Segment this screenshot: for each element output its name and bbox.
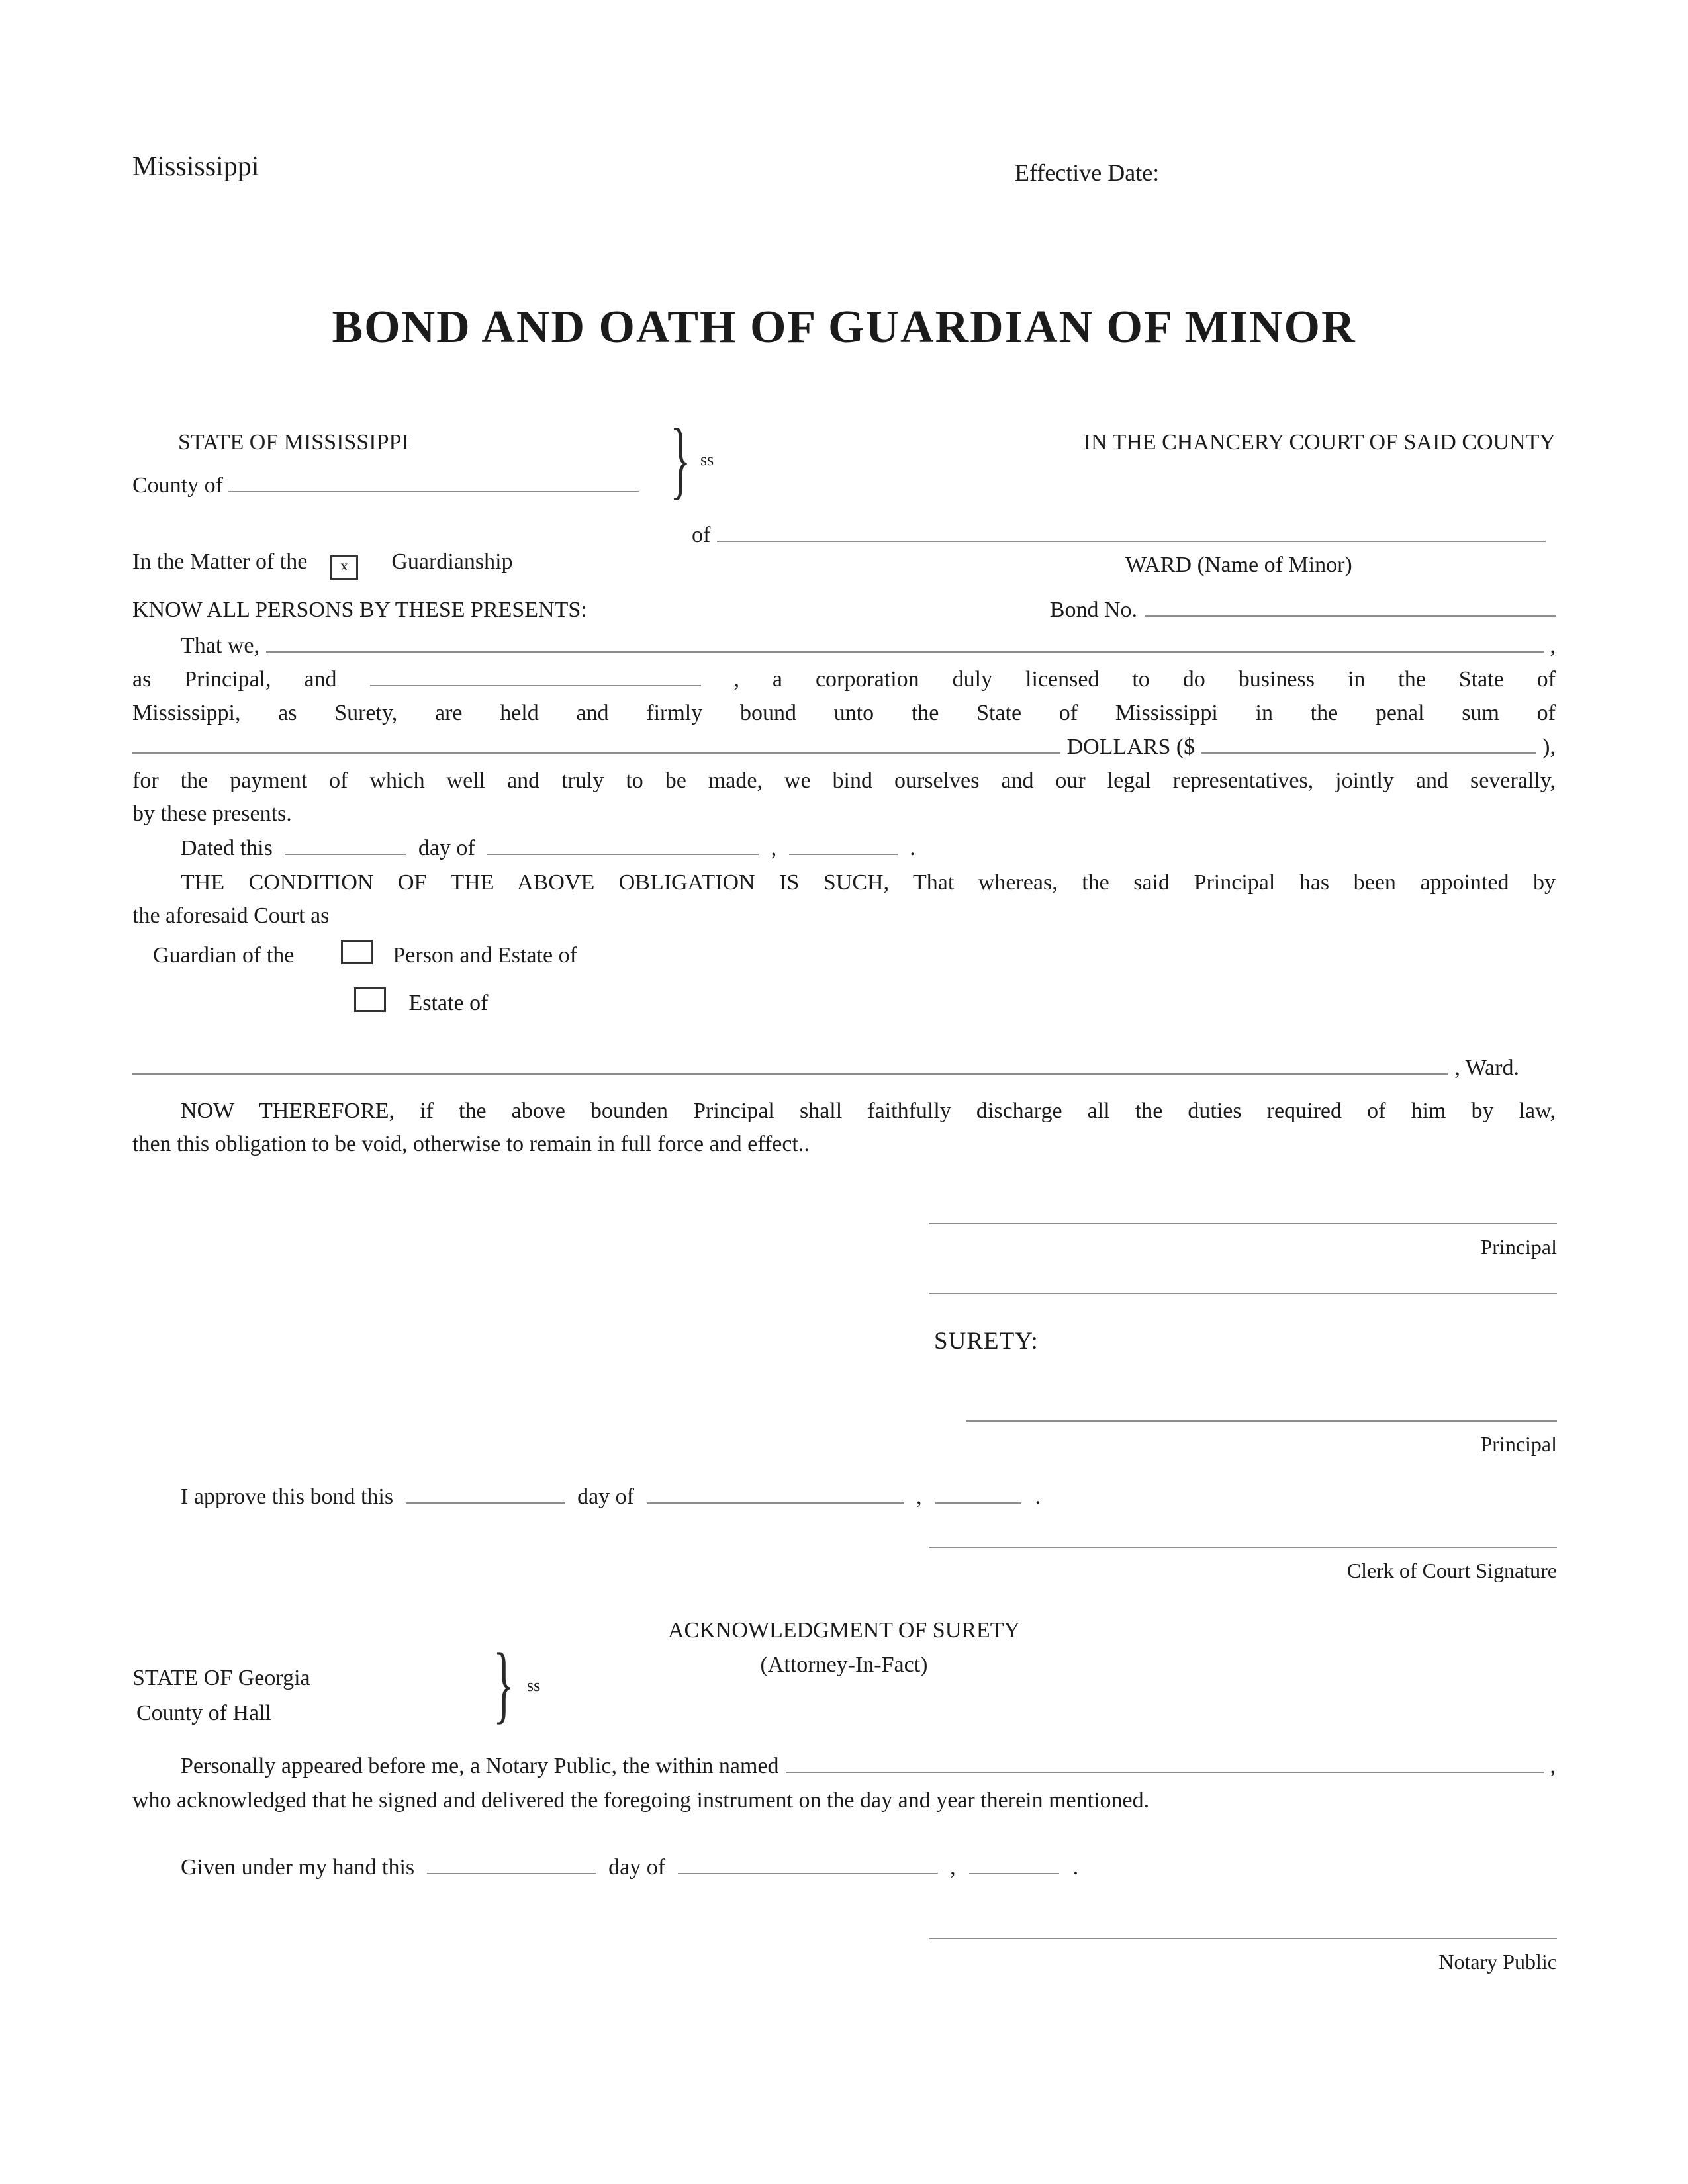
dated-this-label: Dated this: [181, 836, 273, 860]
that-we-label: That we,: [181, 633, 259, 658]
principal-signature-line-2[interactable]: [966, 1420, 1557, 1422]
guardian-person-estate-row: [132, 940, 1556, 972]
matter-row: [132, 546, 1556, 580]
comma: ,: [1550, 1754, 1556, 1778]
acknowledged-row: [132, 1785, 1556, 1817]
surety-clause: Mississippi, as Surety, are held and firmly bound unto the State of Mississippi in the penal sum of: [132, 701, 1556, 725]
notary-public-label: Notary Public: [1438, 1950, 1557, 1974]
personally-row: [132, 1751, 1556, 1782]
comma: ,: [771, 836, 777, 860]
ss-label: ss: [527, 1676, 541, 1695]
condition-clause-line1: THE CONDITION OF THE ABOVE OBLIGATION IS SUCH, That whereas, the said Principal has been appointed by: [181, 870, 1556, 895]
surety-name-blank[interactable]: [370, 685, 701, 686]
given-row: [132, 1852, 1556, 1884]
bond-no-label: Bond No.: [1049, 598, 1137, 622]
guardian-of-label: Guardian of the: [153, 943, 295, 968]
personally-prefix: Personally appeared before me, a Notary Public, the within named: [181, 1754, 779, 1778]
condition-row-1: [132, 867, 1556, 899]
close-paren: ),: [1542, 735, 1556, 759]
approve-day-blank[interactable]: [406, 1502, 565, 1504]
dollars-label: DOLLARS ($: [1066, 735, 1196, 759]
know-all-label: KNOW ALL PERSONS BY THESE PRESENTS:: [132, 598, 587, 622]
clerk-signature-line[interactable]: [929, 1547, 1557, 1548]
guardian-estate-row: [132, 987, 1556, 1019]
as-principal-label: as Principal, and: [132, 667, 337, 692]
as-principal-row: [132, 664, 1556, 696]
ward-name-long-blank[interactable]: [132, 1073, 1448, 1075]
ss-brace-icon: }: [493, 1635, 514, 1732]
person-estate-label: Person and Estate of: [393, 943, 577, 968]
dollars-row: [132, 731, 1556, 763]
period: .: [1072, 1855, 1079, 1880]
acknowledged-clause: who acknowledged that he signed and delivered the foregoing instrument on the day and year therein mentioned.: [132, 1788, 1150, 1813]
effective-date-label: Effective Date:: [1015, 159, 1160, 186]
ack-state-label: STATE OF Georgia: [132, 1666, 310, 1690]
ack-county-label: County of Hall: [136, 1701, 271, 1725]
given-year-blank[interactable]: [969, 1873, 1059, 1874]
dated-month-blank[interactable]: [487, 854, 759, 855]
condition-clause-line2: the aforesaid Court as: [132, 903, 330, 928]
state-of-label: STATE OF MISSISSIPPI: [178, 430, 409, 455]
county-input-blank[interactable]: [228, 491, 639, 492]
period: .: [1035, 1484, 1041, 1509]
corporation-clause: , a corporation duly licensed to do business in the State of: [733, 667, 1556, 692]
estate-checkbox[interactable]: [354, 987, 386, 1012]
approve-day-of-label: day of: [577, 1484, 634, 1509]
ward-line-row: [132, 1052, 1519, 1084]
given-month-blank[interactable]: [678, 1873, 938, 1874]
of-label: of: [692, 523, 711, 547]
guardianship-checkbox-mark: x: [340, 557, 348, 574]
principal-signature-line-1[interactable]: [929, 1223, 1557, 1224]
approve-month-blank[interactable]: [647, 1502, 904, 1504]
comma: ,: [950, 1855, 956, 1880]
chancery-court-label: IN THE CHANCERY COURT OF SAID COUNTY: [1083, 430, 1556, 455]
county-of-label: County of: [132, 473, 223, 498]
signature-line-2[interactable]: [929, 1293, 1557, 1294]
estate-label: Estate of: [408, 991, 489, 1015]
payment-clause-line1: for the payment of which well and truly to be made, we bind ourselves and our legal representatives, jointly and severally,: [132, 768, 1556, 793]
penal-sum-amount-blank[interactable]: [1201, 752, 1536, 754]
principal-label-2: Principal: [1480, 1432, 1557, 1456]
given-prefix: Given under my hand this: [181, 1855, 415, 1880]
ward-name-blank[interactable]: [717, 541, 1546, 542]
form-state-name: Mississippi: [132, 152, 259, 182]
ward-suffix: , Ward.: [1454, 1056, 1519, 1080]
given-day-of-label: day of: [608, 1855, 666, 1880]
caption-row: [132, 427, 1556, 459]
dated-year-blank[interactable]: [789, 854, 898, 855]
acknowledgment-heading: ACKNOWLEDGMENT OF SURETY: [667, 1618, 1021, 1643]
payment-row-2: [132, 798, 1556, 830]
now-therefore-row-1: [132, 1095, 1556, 1127]
comma: ,: [1550, 633, 1556, 658]
approve-row: [132, 1481, 1556, 1513]
approve-year-blank[interactable]: [935, 1502, 1021, 1504]
period: .: [910, 836, 915, 860]
bond-no-blank[interactable]: [1145, 615, 1556, 617]
payment-clause-line2: by these presents.: [132, 801, 292, 826]
now-therefore-line2: then this obligation to be void, otherwise to remain in full force and effect..: [132, 1132, 810, 1156]
payment-row-1: [132, 765, 1556, 797]
ss-brace-icon: }: [670, 410, 691, 508]
dated-day-blank[interactable]: [285, 854, 406, 855]
notary-signature-line[interactable]: [929, 1938, 1557, 1939]
principal-name-blank[interactable]: [266, 651, 1544, 653]
guardianship-label: Guardianship: [391, 549, 513, 574]
principal-label-1: Principal: [1480, 1235, 1557, 1259]
given-day-blank[interactable]: [427, 1873, 596, 1874]
comma: ,: [916, 1484, 922, 1509]
ward-name-caption: WARD (Name of Minor): [1125, 553, 1352, 577]
that-we-row: [132, 630, 1556, 662]
dated-row: [132, 833, 1556, 864]
surety-clause-row: [132, 698, 1556, 729]
ss-label: ss: [700, 450, 714, 469]
condition-row-2: [132, 900, 1556, 932]
attorney-in-fact-subheading: (Attorney-In-Fact): [760, 1653, 928, 1677]
appeared-name-blank[interactable]: [786, 1772, 1544, 1773]
now-therefore-line1: NOW THEREFORE, if the above bounden Principal shall faithfully discharge all the duties required of him by law,: [181, 1099, 1556, 1123]
know-all-row: [132, 594, 1556, 626]
matter-label: In the Matter of the: [132, 549, 308, 574]
surety-heading: SURETY:: [934, 1328, 1039, 1355]
county-row: [132, 470, 1556, 502]
now-therefore-row-2: [132, 1128, 1556, 1160]
clerk-signature-label: Clerk of Court Signature: [1346, 1559, 1557, 1582]
guardianship-checkbox[interactable]: [330, 555, 358, 580]
dated-day-of-label: day of: [418, 836, 475, 860]
form-title: BOND AND OATH OF GUARDIAN OF MINOR: [332, 302, 1356, 353]
approve-prefix: I approve this bond this: [181, 1484, 394, 1509]
person-estate-checkbox[interactable]: [341, 940, 373, 964]
penal-sum-words-blank[interactable]: [132, 752, 1060, 754]
